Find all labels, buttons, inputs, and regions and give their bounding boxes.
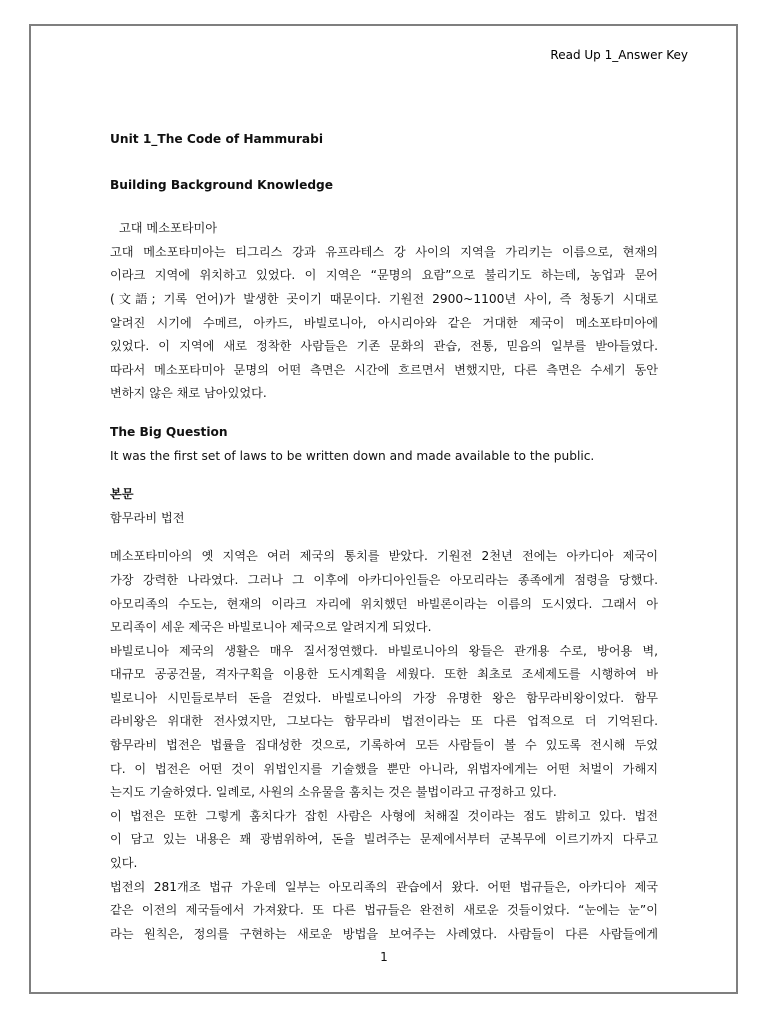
paragraph-line: 같은 이전의 제국들에서 가져왔다. 또 다른 법규들은 완전히 새로운 것들이었다. “눈에는 눈”이	[110, 903, 658, 918]
paragraph-line: 바빌로니아 제국의 생활은 매우 질서정연했다. 바빌로니아의 왕들은 관개용 수로, 방어용 벽,	[110, 643, 658, 658]
paragraph-line: 모리족이 세운 제국은 바빌로니아 제국으로 알려지게 되었다.	[110, 620, 432, 635]
paragraph-line: 있었다. 이 지역에 새로 정착한 사람들은 기존 문화의 관습, 전통, 믿음의 일부를 받아들였다.	[110, 339, 658, 354]
paragraph-line: 가장 강력한 나라였다. 그러나 그 이후에 아카디아인들은 아모리라는 종족에게 점령을 당했다.	[110, 572, 658, 587]
paragraph-line: (文語; 기록 언어)가 발생한 곳이기 때문이다. 기원전 2900~1100년 사이, 즉 청동기 시대로	[110, 291, 658, 306]
big-question-answer: It was the first set of laws to be written down and made available to the public.	[110, 448, 595, 463]
paragraph-line: 변하지 않은 채로 남아있었다.	[110, 386, 267, 401]
paragraph-line: 함무라비 법전은 법률을 집대성한 것으로, 기록하여 모든 사람들이 볼 수 있도록 전시해 두었	[110, 738, 658, 753]
paragraph-line: 다. 이 법전은 어떤 것이 위법인지를 기술했을 뿐만 아니라, 위법자에게는 어떤 처벌이 가해지	[110, 761, 658, 776]
paragraph-line: 알려진 시기에 수메르, 아카드, 바빌로니아, 아시리아와 같은 거대한 제국이 메소포타미아에	[110, 315, 658, 330]
unit-title: Unit 1_The Code of Hammurabi	[110, 132, 323, 146]
big-question-heading: The Big Question	[110, 424, 228, 439]
background-subheading: 고대 메소포타미아	[119, 221, 218, 236]
paragraph-line: 이라크 지역에 위치하고 있었다. 이 지역은 “문명의 요람”으로 불리기도 하는데, 농업과 문어	[110, 268, 658, 283]
paragraph-line: 아모리족의 수도는, 현재의 이라크 자리에 위치했던 바빌론이라는 이름의 도시였다. 그래서 아	[110, 596, 658, 611]
body-paragraph	[110, 545, 658, 946]
paragraph-line: 는지도 기술하였다. 일례로, 사원의 소유물을 훔치는 것은 불법이라고 규정하고 있다.	[110, 785, 557, 800]
page-number: 1	[380, 950, 388, 964]
paragraph-line: 라비왕은 위대한 전사였지만, 그보다는 함무라비 법전이라는 또 다른 업적으로 더 기억된다.	[110, 714, 658, 729]
paragraph-line: 이 법전은 또한 그렇게 훔치다가 잡힌 사람은 사형에 처해질 것이라는 점도 밝히고 있다. 법전	[110, 808, 658, 823]
paragraph-line: 이 담고 있는 내용은 꽤 광범위하여, 돈을 빌려주는 문제에서부터 군복무에 이르기까지 다루고	[110, 832, 658, 847]
paragraph-line: 메소포타미아의 옛 지역은 여러 제국의 통치를 받았다. 기원전 2천년 전에는 아카디아 제국이	[110, 549, 658, 564]
background-paragraph	[110, 241, 658, 406]
paragraph-line: 빌로니아 시민들로부터 돈을 걷었다. 바빌로니아의 가장 유명한 왕은 함무라비왕이었다. 함무	[110, 690, 658, 705]
paragraph-line: 대규모 공공건물, 격자구획을 이용한 도시계획을 세웠다. 또한 최초로 조세제도를 시행하여 바	[110, 667, 658, 682]
paragraph-line: 고대 메소포타미아는 티그리스 강과 유프라테스 강 사이의 지역을 가리키는 이름으로, 현재의	[110, 244, 658, 259]
body-heading: 본문	[110, 487, 134, 502]
paragraph-line: 있다.	[110, 856, 138, 871]
paragraph-line: 법전의 281개조 법규 가운데 일부는 아모리족의 관습에서 왔다. 어떤 법규들은, 아카디아 제국	[110, 879, 658, 894]
paragraph-line: 라는 원칙은, 정의를 구현하는 새로운 방법을 보여주는 사례였다. 사람들이 다른 사람들에게	[110, 926, 658, 941]
document-header-title: Read Up 1_Answer Key	[550, 48, 688, 62]
body-title: 함무라비 법전	[110, 510, 185, 525]
document-content	[110, 128, 658, 946]
paragraph-line: 따라서 메소포타미아 문명의 어떤 측면은 시간에 흐르면서 변했지만, 다른 측면은 수세기 동안	[110, 362, 658, 377]
background-heading: Building Background Knowledge	[110, 177, 334, 192]
